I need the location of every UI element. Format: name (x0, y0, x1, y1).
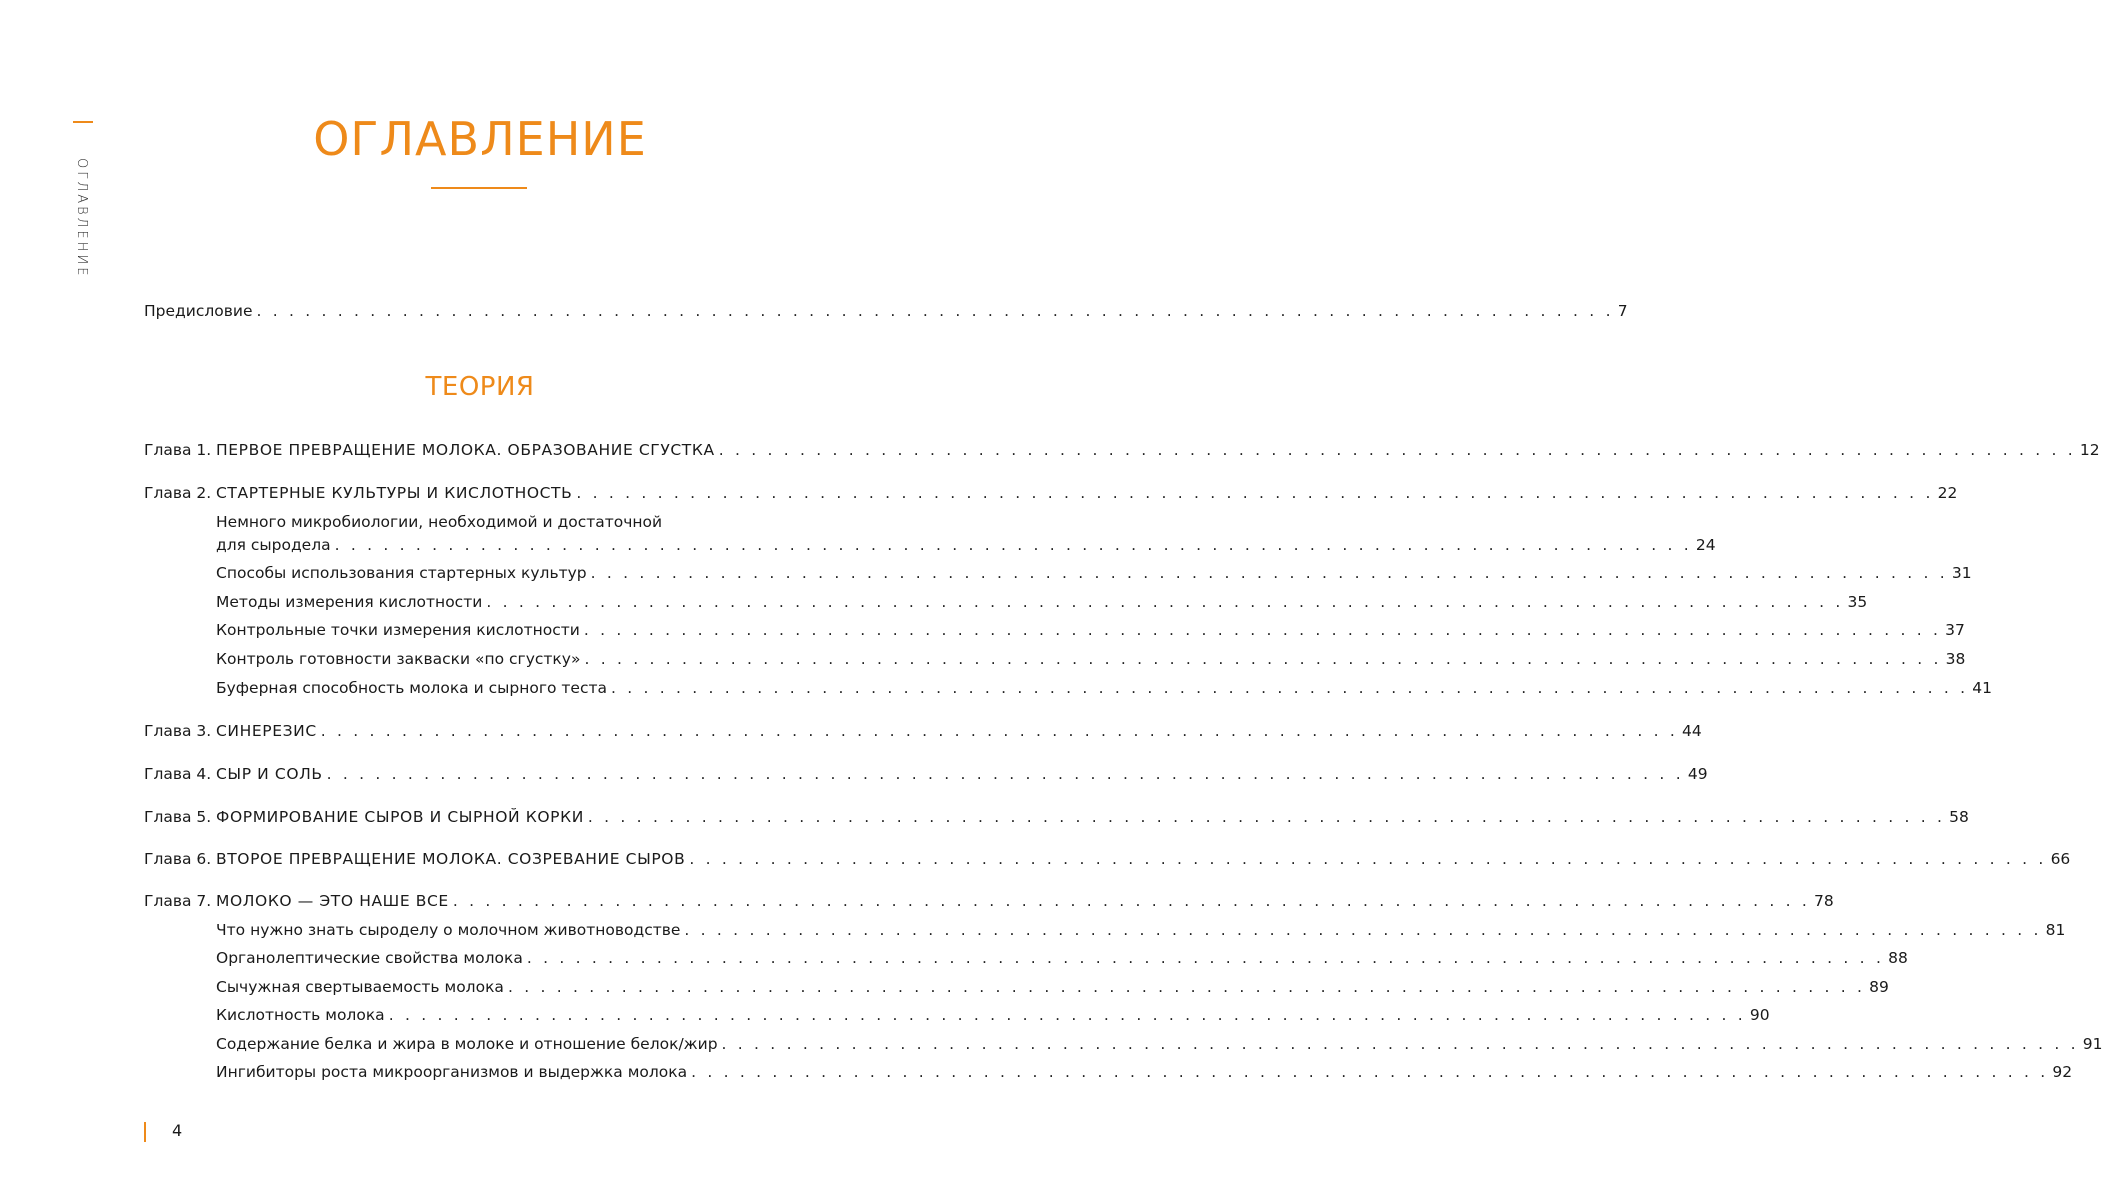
leader-dots: . . . . . . . . . . . . . . . . . . . . . . . . . . . . . . . . . . . . . . . . . . . . . . . . . . . . . . . . . . . . . . . . . . . . . . . . . . . . . . . . . . . . (507, 978, 1866, 996)
leader-dots: . . . . . . . . . . . . . . . . . . . . . . . . . . . . . . . . . . . . . . . . . . . . . . . . . . . . . . . . . . . . . . . . . . . . . . . . . . . . . . . . . . . . (526, 949, 1885, 967)
page-title: ОГЛАВЛЕНИЕ (313, 112, 647, 166)
leader-dots: . . . . . . . . . . . . . . . . . . . . . . . . . . . . . . . . . . . . . . . . . . . . . . . . . . . . . . . . . . . . . . . . . . . . . . . . . . . . . . . . . . . . (320, 722, 1678, 740)
subsection-title: Способы использования стартерных культур (216, 564, 587, 582)
toc-subsection[interactable] (216, 1034, 2103, 1054)
chapter-title: ПЕРВОЕ ПРЕВРАЩЕНИЕ МОЛОКА. ОБРАЗОВАНИЕ СГУСТКА (216, 441, 715, 459)
section-title: ТЕОРИЯ (425, 372, 535, 402)
toc-subsection[interactable] (216, 649, 1966, 669)
sidebar-title: ОГЛАВЛЕНИЕ (74, 158, 89, 279)
chapter-label: Глава 1. (144, 441, 212, 459)
toc-entry-title: Предисловие (144, 302, 253, 320)
subsection-title: Контроль готовности закваски «по сгустку» (216, 650, 581, 668)
subsection-page: 24 (1695, 536, 1716, 554)
leader-dots: . . . . . . . . . . . . . . . . . . . . . . . . . . . . . . . . . . . . . . . . . . . . . . . . . . . . . . . . . . . . . . . . . . . . . . . . . . . . . . . . . . . . (452, 892, 1811, 910)
toc-subsection[interactable] (216, 535, 1716, 555)
subsection-title: Содержание белка и жира в молоке и отношение белок/жир (216, 1035, 718, 1053)
chapter-title: МОЛОКО — ЭТО НАШЕ ВСЕ (216, 892, 449, 910)
subsection-title: для сыродела (216, 536, 331, 554)
page-number: 4 (172, 1121, 183, 1140)
subsection-page: 41 (1972, 679, 1992, 697)
toc-subsection[interactable] (216, 920, 2066, 940)
leader-dots: . . . . . . . . . . . . . . . . . . . . . . . . . . . . . . . . . . . . . . . . . . . . . . . . . . . . . . . . . . . . . . . . . . . . . . . . . . . . . . . . . . . . (721, 1035, 2079, 1053)
chapter-title: ВТОРОЕ ПРЕВРАЩЕНИЕ МОЛОКА. СОЗРЕВАНИЕ СЫРОВ (216, 850, 686, 868)
chapter-page: 78 (1814, 892, 1834, 910)
leader-dots: . . . . . . . . . . . . . . . . . . . . . . . . . . . . . . . . . . . . . . . . . . . . . . . . . . . . . . . . . . . . . . . . . . . . . . . . . . . . . . . . . . . . (584, 650, 1942, 668)
toc-chapter-2[interactable] (144, 483, 1958, 503)
chapter-page: 12 (2079, 441, 2100, 459)
subsection-title: Сычужная свертываемость молока (216, 978, 504, 996)
subsection-page: 35 (1847, 593, 1868, 611)
chapter-label: Глава 7. (144, 892, 212, 910)
leader-dots: . . . . . . . . . . . . . . . . . . . . . . . . . . . . . . . . . . . . . . . . . . . . . . . . . . . . . . . . . . . . . . . . . . . . . . . . . . . . . . . . . . . . (256, 302, 1614, 320)
leader-dots: . . . . . . . . . . . . . . . . . . . . . . . . . . . . . . . . . . . . . . . . . . . . . . . . . . . . . . . . . . . . . . . . . . . . . . . . . . . . . . . . . . . . (691, 1063, 2049, 1081)
subsection-page: 31 (1951, 564, 1972, 582)
subsection-page: 91 (2082, 1035, 2103, 1053)
subsection-page: 92 (2052, 1063, 2073, 1081)
toc-subsection[interactable] (216, 620, 1965, 640)
toc-chapter-7[interactable] (144, 891, 1834, 911)
toc-subsection[interactable] (216, 563, 1972, 583)
chapter-label: Глава 6. (144, 850, 212, 868)
toc-chapter-3[interactable] (144, 721, 1702, 741)
subsection-page: 38 (1945, 650, 1966, 668)
toc-chapter-6[interactable] (144, 849, 2071, 869)
chapter-page: 58 (1949, 808, 1969, 826)
leader-dots: . . . . . . . . . . . . . . . . . . . . . . . . . . . . . . . . . . . . . . . . . . . . . . . . . . . . . . . . . . . . . . . . . . . . . . . . . . . . . . . . . . . . (388, 1006, 1746, 1024)
leader-dots: . . . . . . . . . . . . . . . . . . . . . . . . . . . . . . . . . . . . . . . . . . . . . . . . . . . . . . . . . . . . . . . . . . . . . . . . . . . . . . . . . . . . (486, 593, 1844, 611)
subsection-page: 37 (1945, 621, 1965, 639)
toc-subsection[interactable] (216, 592, 1868, 612)
subsection-title: Методы измерения кислотности (216, 593, 483, 611)
chapter-page: 44 (1681, 722, 1702, 740)
subsection-title: Органолептические свойства молока (216, 949, 523, 967)
subsection-title-line1: Немного микробиологии, необходимой и достаточной (216, 513, 663, 531)
leader-dots: . . . . . . . . . . . . . . . . . . . . . . . . . . . . . . . . . . . . . . . . . . . . . . . . . . . . . . . . . . . . . . . . . . . . . . . . . . . . . . . . . . . . (587, 808, 1946, 826)
leader-dots: . . . . . . . . . . . . . . . . . . . . . . . . . . . . . . . . . . . . . . . . . . . . . . . . . . . . . . . . . . . . . . . . . . . . . . . . . . . . . . . . . . . . (590, 564, 1948, 582)
toc-entry-page: 7 (1617, 302, 1628, 320)
toc-subsection[interactable] (216, 1005, 1770, 1025)
chapter-title: СЫР И СОЛЬ (216, 765, 323, 783)
subsection-title: Ингибиторы роста микроорганизмов и выдержка молока (216, 1063, 688, 1081)
subsection-title: Кислотность молока (216, 1006, 385, 1024)
chapter-page: 66 (2050, 850, 2071, 868)
leader-dots: . . . . . . . . . . . . . . . . . . . . . . . . . . . . . . . . . . . . . . . . . . . . . . . . . . . . . . . . . . . . . . . . . . . . . . . . . . . . . . . . . . . . (583, 621, 1942, 639)
leader-dots: . . . . . . . . . . . . . . . . . . . . . . . . . . . . . . . . . . . . . . . . . . . . . . . . . . . . . . . . . . . . . . . . . . . . . . . . . . . . . . . . . . . . (576, 484, 1934, 502)
chapter-page: 22 (1937, 484, 1958, 502)
chapter-label: Глава 5. (144, 808, 212, 826)
toc-chapter-5[interactable] (144, 807, 1969, 827)
chapter-title: ФОРМИРОВАНИЕ СЫРОВ И СЫРНОЙ КОРКИ (216, 808, 584, 826)
leader-dots: . . . . . . . . . . . . . . . . . . . . . . . . . . . . . . . . . . . . . . . . . . . . . . . . . . . . . . . . . . . . . . . . . . . . . . . . . . . . . . . . . . . . (718, 441, 2076, 459)
toc-subsection[interactable] (216, 977, 1889, 997)
chapter-title: СТАРТЕРНЫЕ КУЛЬТУРЫ И КИСЛОТНОСТЬ (216, 484, 573, 502)
subsection-page: 90 (1749, 1006, 1770, 1024)
chapter-label: Глава 4. (144, 765, 212, 783)
leader-dots: . . . . . . . . . . . . . . . . . . . . . . . . . . . . . . . . . . . . . . . . . . . . . . . . . . . . . . . . . . . . . . . . . . . . . . . . . . . . . . . . . . . . (611, 679, 1969, 697)
toc-subsection[interactable] (216, 1062, 2073, 1082)
leader-dots: . . . . . . . . . . . . . . . . . . . . . . . . . . . . . . . . . . . . . . . . . . . . . . . . . . . . . . . . . . . . . . . . . . . . . . . . . . . . . . . . . . . . (334, 536, 1692, 554)
toc-chapter-4[interactable] (144, 764, 1708, 784)
subsection-page: 81 (2045, 921, 2066, 939)
leader-dots: . . . . . . . . . . . . . . . . . . . . . . . . . . . . . . . . . . . . . . . . . . . . . . . . . . . . . . . . . . . . . . . . . . . . . . . . . . . . . . . . . . . . (684, 921, 2042, 939)
subsection-title: Что нужно знать сыроделу о молочном животноводстве (216, 921, 681, 939)
footer-accent-bar (144, 1122, 146, 1142)
leader-dots: . . . . . . . . . . . . . . . . . . . . . . . . . . . . . . . . . . . . . . . . . . . . . . . . . . . . . . . . . . . . . . . . . . . . . . . . . . . . . . . . . . . . (326, 765, 1684, 783)
chapter-title: СИНЕРЕЗИС (216, 722, 317, 740)
subsection-page: 89 (1869, 978, 1889, 996)
toc-entry-preface[interactable] (144, 301, 1628, 321)
toc-subsection[interactable] (216, 948, 1908, 968)
title-underline (431, 187, 527, 189)
chapter-page: 49 (1687, 765, 1708, 783)
chapter-label: Глава 2. (144, 484, 212, 502)
leader-dots: . . . . . . . . . . . . . . . . . . . . . . . . . . . . . . . . . . . . . . . . . . . . . . . . . . . . . . . . . . . . . . . . . . . . . . . . . . . . . . . . . . . . (689, 850, 2047, 868)
subsection-title: Контрольные точки измерения кислотности (216, 621, 580, 639)
toc-subsection[interactable] (216, 678, 1992, 698)
toc-chapter-1[interactable] (144, 440, 2100, 460)
subsection-title: Буферная способность молока и сырного теста (216, 679, 607, 697)
chapter-label: Глава 3. (144, 722, 212, 740)
subsection-page: 88 (1888, 949, 1908, 967)
